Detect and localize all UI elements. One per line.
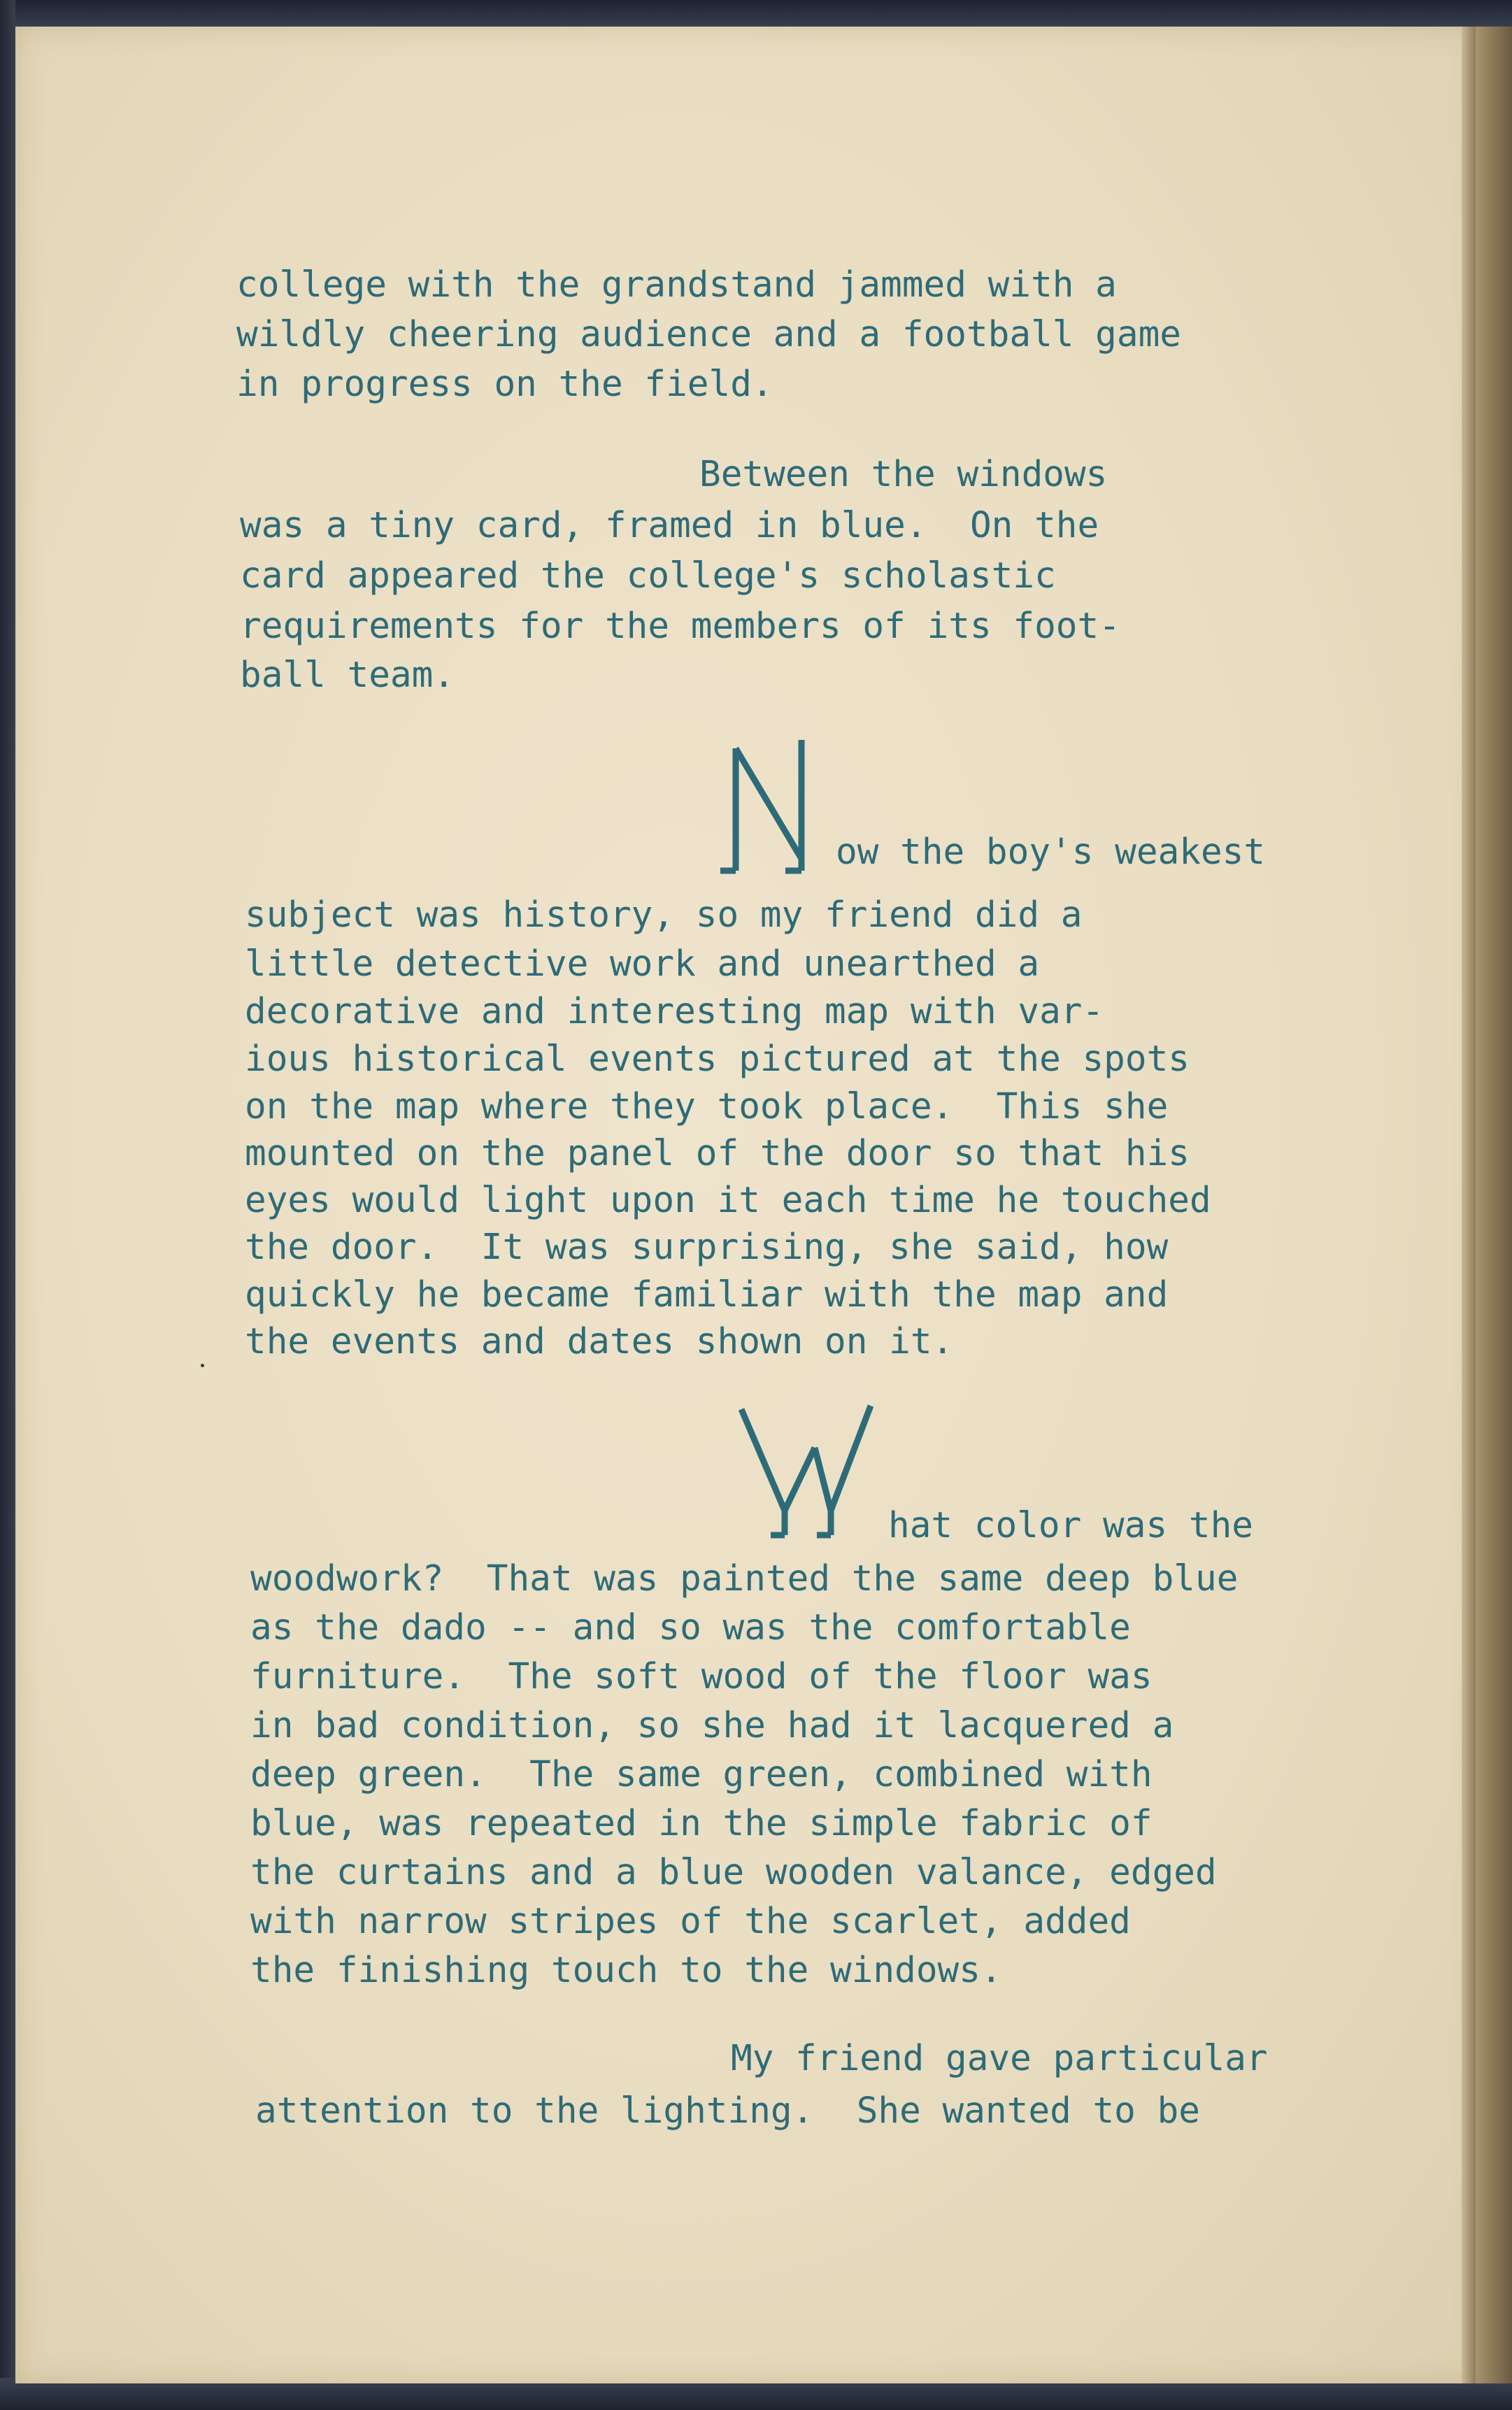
text-line: in bad condition, so she had it lacquered a <box>250 1705 1174 1746</box>
text-line: the events and dates shown on it. <box>245 1321 954 1362</box>
page-gutter <box>1462 27 1476 2383</box>
text-line: ious historical events pictured at the spots <box>245 1039 1190 1080</box>
text-line: wildly cheering audience and a football game <box>236 314 1182 355</box>
text-line: decorative and interesting map with var- <box>245 991 1104 1032</box>
text-line: little detective work and unearthed a <box>245 943 1040 985</box>
text-line: eyes would light upon it each time he touched <box>245 1180 1211 1221</box>
drop-cap-w <box>727 1399 874 1546</box>
text-line: the door. It was surprising, she said, how <box>245 1227 1169 1268</box>
text-line: as the dado -- and so was the comfortable <box>250 1607 1131 1648</box>
text-line: Between the windows <box>699 454 1108 495</box>
text-line: with narrow stripes of the scarlet, added <box>250 1901 1131 1942</box>
text-line: on the map where they took place. This she <box>245 1086 1169 1127</box>
text-line: ow the boy's weakest <box>836 832 1266 873</box>
drop-cap-n <box>706 734 822 874</box>
text-line: deep green. The same green, combined with <box>250 1754 1153 1795</box>
text-line: hat color was the <box>888 1505 1253 1546</box>
text-line: card appeared the college's scholastic <box>240 555 1056 597</box>
book-cover-left <box>0 0 15 2410</box>
book-cover-top <box>0 0 1512 28</box>
text-line: subject was history, so my friend did a <box>245 894 1083 936</box>
text-line: woodwork? That was painted the same deep blue <box>250 1558 1239 1599</box>
text-line: quickly he became familiar with the map and <box>245 1274 1169 1315</box>
ink-speck <box>201 1364 204 1367</box>
text-line: in progress on the field. <box>236 364 773 405</box>
text-line: requirements for the members of its foot- <box>240 606 1120 647</box>
text-line: was a tiny card, framed in blue. On the <box>240 505 1099 546</box>
text-line: furniture. The soft wood of the floor was <box>250 1656 1153 1697</box>
text-line: attention to the lighting. She wanted to be <box>255 2090 1201 2132</box>
text-line: college with the grandstand jammed with a <box>236 264 1117 306</box>
text-line: ball team. <box>240 655 455 696</box>
text-line: My friend gave particular <box>731 2038 1268 2079</box>
facing-page-edge <box>1476 27 1512 2383</box>
text-line: the finishing touch to the windows. <box>250 1950 1002 1991</box>
drop-cap-w-glyph <box>727 1399 874 1546</box>
text-line: the curtains and a blue wooden valance, edged <box>250 1852 1217 1893</box>
drop-cap-n-glyph <box>706 734 822 874</box>
text-line: mounted on the panel of the door so that his <box>245 1133 1190 1174</box>
text-line: blue, was repeated in the simple fabric of <box>250 1803 1153 1844</box>
